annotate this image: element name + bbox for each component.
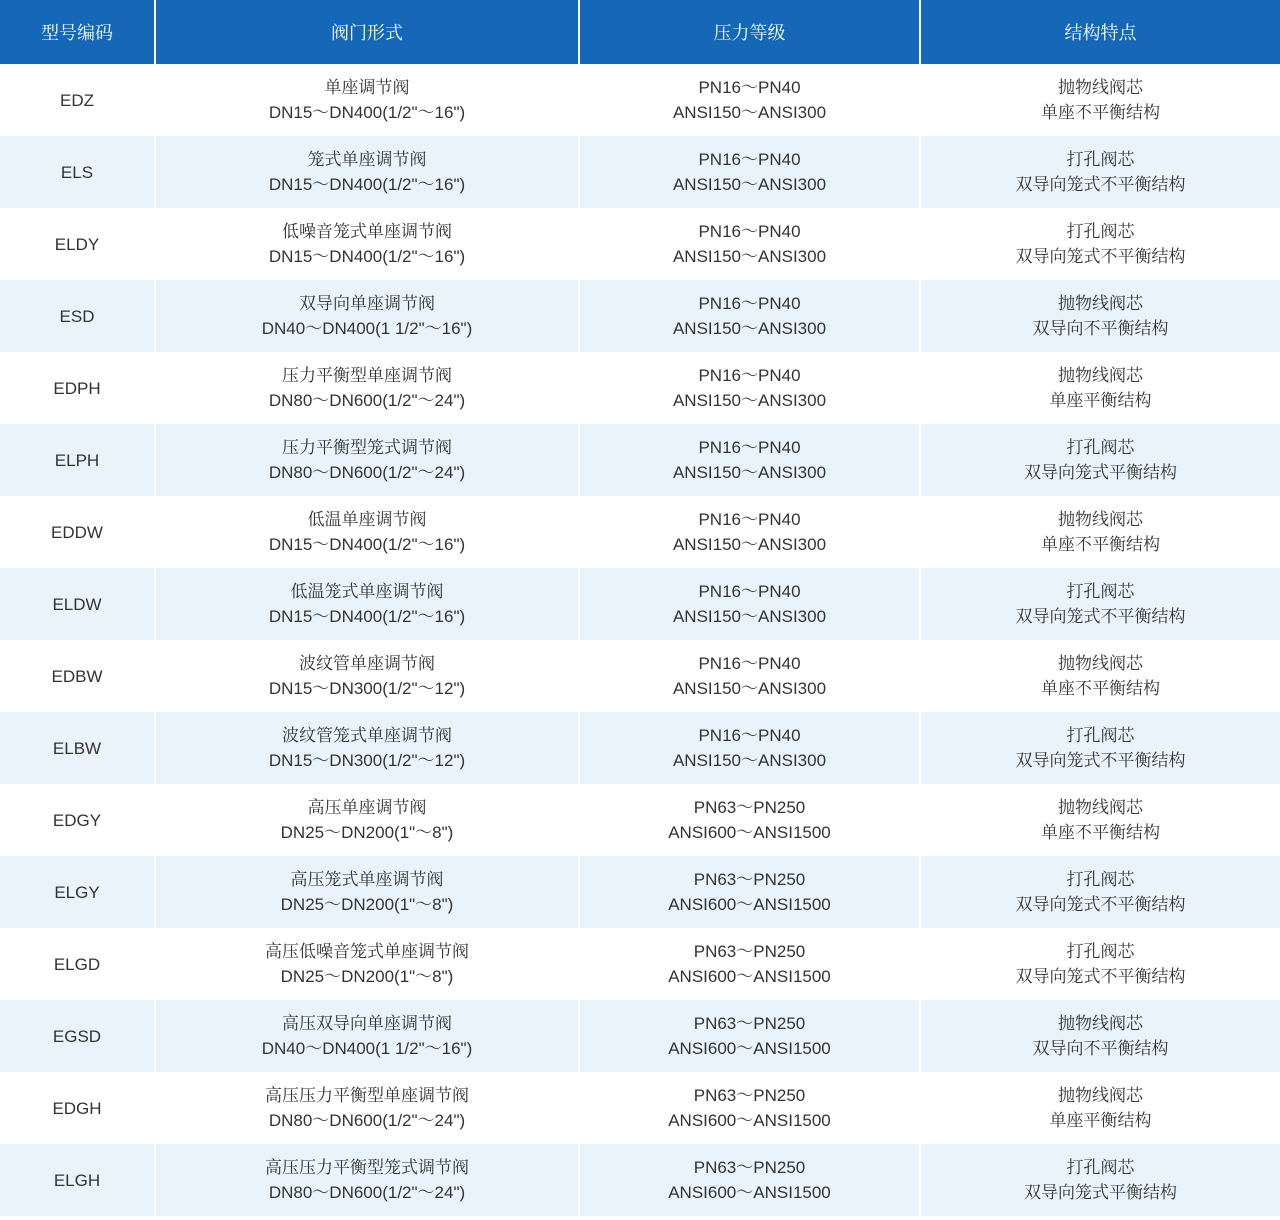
valve-size-range: DN40～DN400(1 1/2"～16") (261, 1039, 473, 1058)
valve-size-range: DN80～DN600(1/2"～24") (268, 463, 466, 482)
cell-structure-feature (920, 64, 1280, 136)
table-row (0, 568, 1280, 640)
pressure-ansi-range: ANSI150～ANSI300 (672, 103, 827, 122)
cell-structure-feature (920, 136, 1280, 208)
valve-type-name: 笼式单座调节阀 (307, 150, 427, 169)
cell-pressure-class (579, 424, 920, 496)
valve-type-name: 低温单座调节阀 (307, 510, 427, 529)
cell-pressure-class (579, 784, 920, 856)
table-row (0, 424, 1280, 496)
table-row (0, 1144, 1280, 1216)
feature-structure: 双导向笼式平衡结构 (1024, 463, 1177, 482)
feature-plug-type: 打孔阀芯 (1066, 582, 1135, 601)
pressure-pn-range: PN16～PN40 (698, 294, 801, 313)
feature-plug-type: 打孔阀芯 (1066, 870, 1135, 889)
cell-structure-feature (920, 856, 1280, 928)
pressure-pn-range: PN16～PN40 (698, 150, 801, 169)
cell-pressure-class (579, 1144, 920, 1216)
feature-plug-type: 抛物线阀芯 (1058, 654, 1143, 673)
valve-size-range: DN25～DN200(1"～8") (280, 895, 454, 914)
cell-model-code: ELBW (0, 712, 155, 784)
cell-model-code: ELPH (0, 424, 155, 496)
feature-structure: 双导向笼式平衡结构 (1024, 1183, 1177, 1202)
valve-type-name: 低温笼式单座调节阀 (290, 582, 444, 601)
table-row (0, 784, 1280, 856)
cell-valve-type (155, 712, 579, 784)
pressure-pn-range: PN16～PN40 (698, 510, 801, 529)
cell-structure-feature (920, 640, 1280, 712)
header-valve-type: 阀门形式 (155, 0, 579, 64)
pressure-ansi-range: ANSI150～ANSI300 (672, 607, 827, 626)
cell-structure-feature (920, 280, 1280, 352)
cell-structure-feature (920, 208, 1280, 280)
feature-plug-type: 打孔阀芯 (1066, 222, 1135, 241)
cell-model-code: EDZ (0, 64, 155, 136)
valve-type-name: 高压压力平衡型单座调节阀 (265, 1086, 469, 1105)
pressure-pn-range: PN16～PN40 (698, 726, 801, 745)
table-row (0, 352, 1280, 424)
cell-pressure-class (579, 928, 920, 1000)
cell-valve-type (155, 1072, 579, 1144)
feature-plug-type: 抛物线阀芯 (1058, 1086, 1143, 1105)
cell-valve-type (155, 1144, 579, 1216)
cell-model-code: ELGH (0, 1144, 155, 1216)
valve-type-name: 双导向单座调节阀 (299, 294, 435, 313)
cell-model-code: EDGY (0, 784, 155, 856)
pressure-ansi-range: ANSI600～ANSI1500 (668, 895, 831, 914)
feature-plug-type: 打孔阀芯 (1066, 726, 1135, 745)
cell-valve-type (155, 424, 579, 496)
cell-model-code: ELS (0, 136, 155, 208)
cell-model-code: ESD (0, 280, 155, 352)
pressure-ansi-range: ANSI150～ANSI300 (672, 175, 827, 194)
cell-valve-type (155, 640, 579, 712)
cell-structure-feature (920, 1072, 1280, 1144)
feature-plug-type: 抛物线阀芯 (1058, 1014, 1143, 1033)
table-row (0, 928, 1280, 1000)
cell-model-code: EDDW (0, 496, 155, 568)
pressure-pn-range: PN16～PN40 (698, 654, 801, 673)
valve-type-name: 波纹管单座调节阀 (299, 654, 435, 673)
feature-structure: 单座不平衡结构 (1041, 823, 1160, 842)
feature-plug-type: 抛物线阀芯 (1058, 78, 1143, 97)
header-model-code: 型号编码 (0, 0, 155, 64)
table-row (0, 280, 1280, 352)
cell-model-code: EDPH (0, 352, 155, 424)
cell-structure-feature (920, 928, 1280, 1000)
valve-type-name: 压力平衡型笼式调节阀 (282, 438, 452, 457)
feature-plug-type: 抛物线阀芯 (1058, 798, 1143, 817)
pressure-pn-range: PN63～PN250 (693, 1158, 806, 1177)
table-header (0, 0, 1280, 64)
feature-structure: 双导向笼式不平衡结构 (1015, 607, 1186, 626)
cell-valve-type (155, 496, 579, 568)
table-row (0, 640, 1280, 712)
feature-structure: 单座平衡结构 (1049, 391, 1152, 410)
cell-pressure-class (579, 352, 920, 424)
cell-valve-type (155, 136, 579, 208)
cell-pressure-class (579, 1000, 920, 1072)
feature-structure: 双导向笼式不平衡结构 (1015, 895, 1186, 914)
pressure-pn-range: PN63～PN250 (693, 942, 806, 961)
pressure-pn-range: PN63～PN250 (693, 1086, 806, 1105)
feature-structure: 单座不平衡结构 (1041, 103, 1160, 122)
cell-pressure-class (579, 208, 920, 280)
cell-pressure-class (579, 856, 920, 928)
pressure-ansi-range: ANSI150～ANSI300 (672, 391, 827, 410)
valve-size-range: DN15～DN400(1/2"～16") (268, 175, 466, 194)
feature-structure: 双导向笼式不平衡结构 (1015, 175, 1186, 194)
valve-size-range: DN15～DN300(1/2"～12") (268, 679, 466, 698)
table-row (0, 1000, 1280, 1072)
feature-plug-type: 打孔阀芯 (1066, 438, 1135, 457)
table-row (0, 712, 1280, 784)
cell-model-code: ELGD (0, 928, 155, 1000)
cell-pressure-class (579, 496, 920, 568)
feature-structure: 单座不平衡结构 (1041, 535, 1160, 554)
pressure-pn-range: PN16～PN40 (698, 582, 801, 601)
valve-type-name: 高压压力平衡型笼式调节阀 (265, 1158, 469, 1177)
cell-model-code: EDGH (0, 1072, 155, 1144)
valve-size-range: DN15～DN400(1/2"～16") (268, 607, 466, 626)
valve-type-name: 低噪音笼式单座调节阀 (282, 222, 452, 241)
pressure-ansi-range: ANSI150～ANSI300 (672, 535, 827, 554)
pressure-ansi-range: ANSI600～ANSI1500 (668, 967, 831, 986)
table-body (0, 64, 1280, 1216)
header-structure-feature: 结构特点 (920, 0, 1280, 64)
cell-pressure-class (579, 640, 920, 712)
pressure-ansi-range: ANSI600～ANSI1500 (668, 1183, 831, 1202)
header-row (0, 0, 1280, 64)
cell-valve-type (155, 280, 579, 352)
cell-pressure-class (579, 568, 920, 640)
feature-plug-type: 打孔阀芯 (1066, 1158, 1135, 1177)
feature-structure: 双导向不平衡结构 (1032, 1039, 1169, 1058)
table-row (0, 208, 1280, 280)
cell-structure-feature (920, 496, 1280, 568)
valve-size-range: DN25～DN200(1"～8") (280, 823, 454, 842)
valve-size-range: DN40～DN400(1 1/2"～16") (261, 319, 473, 338)
cell-model-code: EDBW (0, 640, 155, 712)
table-row (0, 136, 1280, 208)
feature-plug-type: 抛物线阀芯 (1058, 510, 1143, 529)
valve-type-name: 波纹管笼式单座调节阀 (282, 726, 452, 745)
table-row (0, 856, 1280, 928)
pressure-ansi-range: ANSI600～ANSI1500 (668, 1111, 831, 1130)
pressure-ansi-range: ANSI150～ANSI300 (672, 463, 827, 482)
cell-structure-feature (920, 712, 1280, 784)
cell-pressure-class (579, 136, 920, 208)
cell-pressure-class (579, 712, 920, 784)
pressure-pn-range: PN16～PN40 (698, 78, 801, 97)
cell-model-code: ELDY (0, 208, 155, 280)
cell-model-code: EGSD (0, 1000, 155, 1072)
valve-size-range: DN80～DN600(1/2"～24") (268, 1183, 466, 1202)
valve-size-range: DN15～DN400(1/2"～16") (268, 535, 466, 554)
pressure-ansi-range: ANSI600～ANSI1500 (668, 823, 831, 842)
cell-valve-type (155, 928, 579, 1000)
valve-size-range: DN15～DN400(1/2"～16") (268, 103, 466, 122)
cell-structure-feature (920, 568, 1280, 640)
table-row (0, 496, 1280, 568)
cell-model-code: ELGY (0, 856, 155, 928)
pressure-ansi-range: ANSI150～ANSI300 (672, 319, 827, 338)
table-row (0, 1072, 1280, 1144)
pressure-pn-range: PN16～PN40 (698, 222, 801, 241)
feature-structure: 单座不平衡结构 (1041, 679, 1160, 698)
pressure-ansi-range: ANSI600～ANSI1500 (668, 1039, 831, 1058)
feature-structure: 双导向笼式不平衡结构 (1015, 247, 1186, 266)
valve-size-range: DN80～DN600(1/2"～24") (268, 391, 466, 410)
feature-plug-type: 打孔阀芯 (1066, 942, 1135, 961)
header-pressure-class: 压力等级 (579, 0, 920, 64)
pressure-ansi-range: ANSI150～ANSI300 (672, 679, 827, 698)
cell-pressure-class (579, 1072, 920, 1144)
pressure-ansi-range: ANSI150～ANSI300 (672, 247, 827, 266)
cell-valve-type (155, 64, 579, 136)
pressure-pn-range: PN63～PN250 (693, 1014, 806, 1033)
feature-structure: 双导向笼式不平衡结构 (1015, 967, 1186, 986)
cell-model-code: ELDW (0, 568, 155, 640)
feature-structure: 双导向笼式不平衡结构 (1015, 751, 1186, 770)
pressure-pn-range: PN16～PN40 (698, 438, 801, 457)
cell-structure-feature (920, 352, 1280, 424)
cell-valve-type (155, 1000, 579, 1072)
table-row (0, 64, 1280, 136)
cell-structure-feature (920, 1000, 1280, 1072)
cell-pressure-class (579, 280, 920, 352)
valve-type-name: 高压笼式单座调节阀 (290, 870, 444, 889)
valve-type-name: 高压单座调节阀 (307, 798, 427, 817)
valve-size-range: DN15～DN300(1/2"～12") (268, 751, 466, 770)
valve-type-name: 单座调节阀 (324, 78, 410, 97)
pressure-pn-range: PN63～PN250 (693, 798, 806, 817)
valve-size-range: DN15～DN400(1/2"～16") (268, 247, 466, 266)
feature-plug-type: 抛物线阀芯 (1058, 294, 1143, 313)
valve-type-name: 高压低噪音笼式单座调节阀 (265, 942, 469, 961)
valve-size-range: DN25～DN200(1"～8") (280, 967, 454, 986)
cell-valve-type (155, 208, 579, 280)
feature-structure: 单座平衡结构 (1049, 1111, 1152, 1130)
cell-valve-type (155, 856, 579, 928)
pressure-pn-range: PN63～PN250 (693, 870, 806, 889)
cell-structure-feature (920, 1144, 1280, 1216)
valve-size-range: DN80～DN600(1/2"～24") (268, 1111, 466, 1130)
valve-type-name: 压力平衡型单座调节阀 (282, 366, 452, 385)
feature-plug-type: 抛物线阀芯 (1058, 366, 1143, 385)
cell-pressure-class (579, 64, 920, 136)
cell-valve-type (155, 568, 579, 640)
cell-valve-type (155, 784, 579, 856)
valve-type-name: 高压双导向单座调节阀 (282, 1014, 452, 1033)
pressure-pn-range: PN16～PN40 (698, 366, 801, 385)
cell-structure-feature (920, 424, 1280, 496)
feature-structure: 双导向不平衡结构 (1032, 319, 1169, 338)
cell-structure-feature (920, 784, 1280, 856)
pressure-ansi-range: ANSI150～ANSI300 (672, 751, 827, 770)
feature-plug-type: 打孔阀芯 (1066, 150, 1135, 169)
cell-valve-type (155, 352, 579, 424)
